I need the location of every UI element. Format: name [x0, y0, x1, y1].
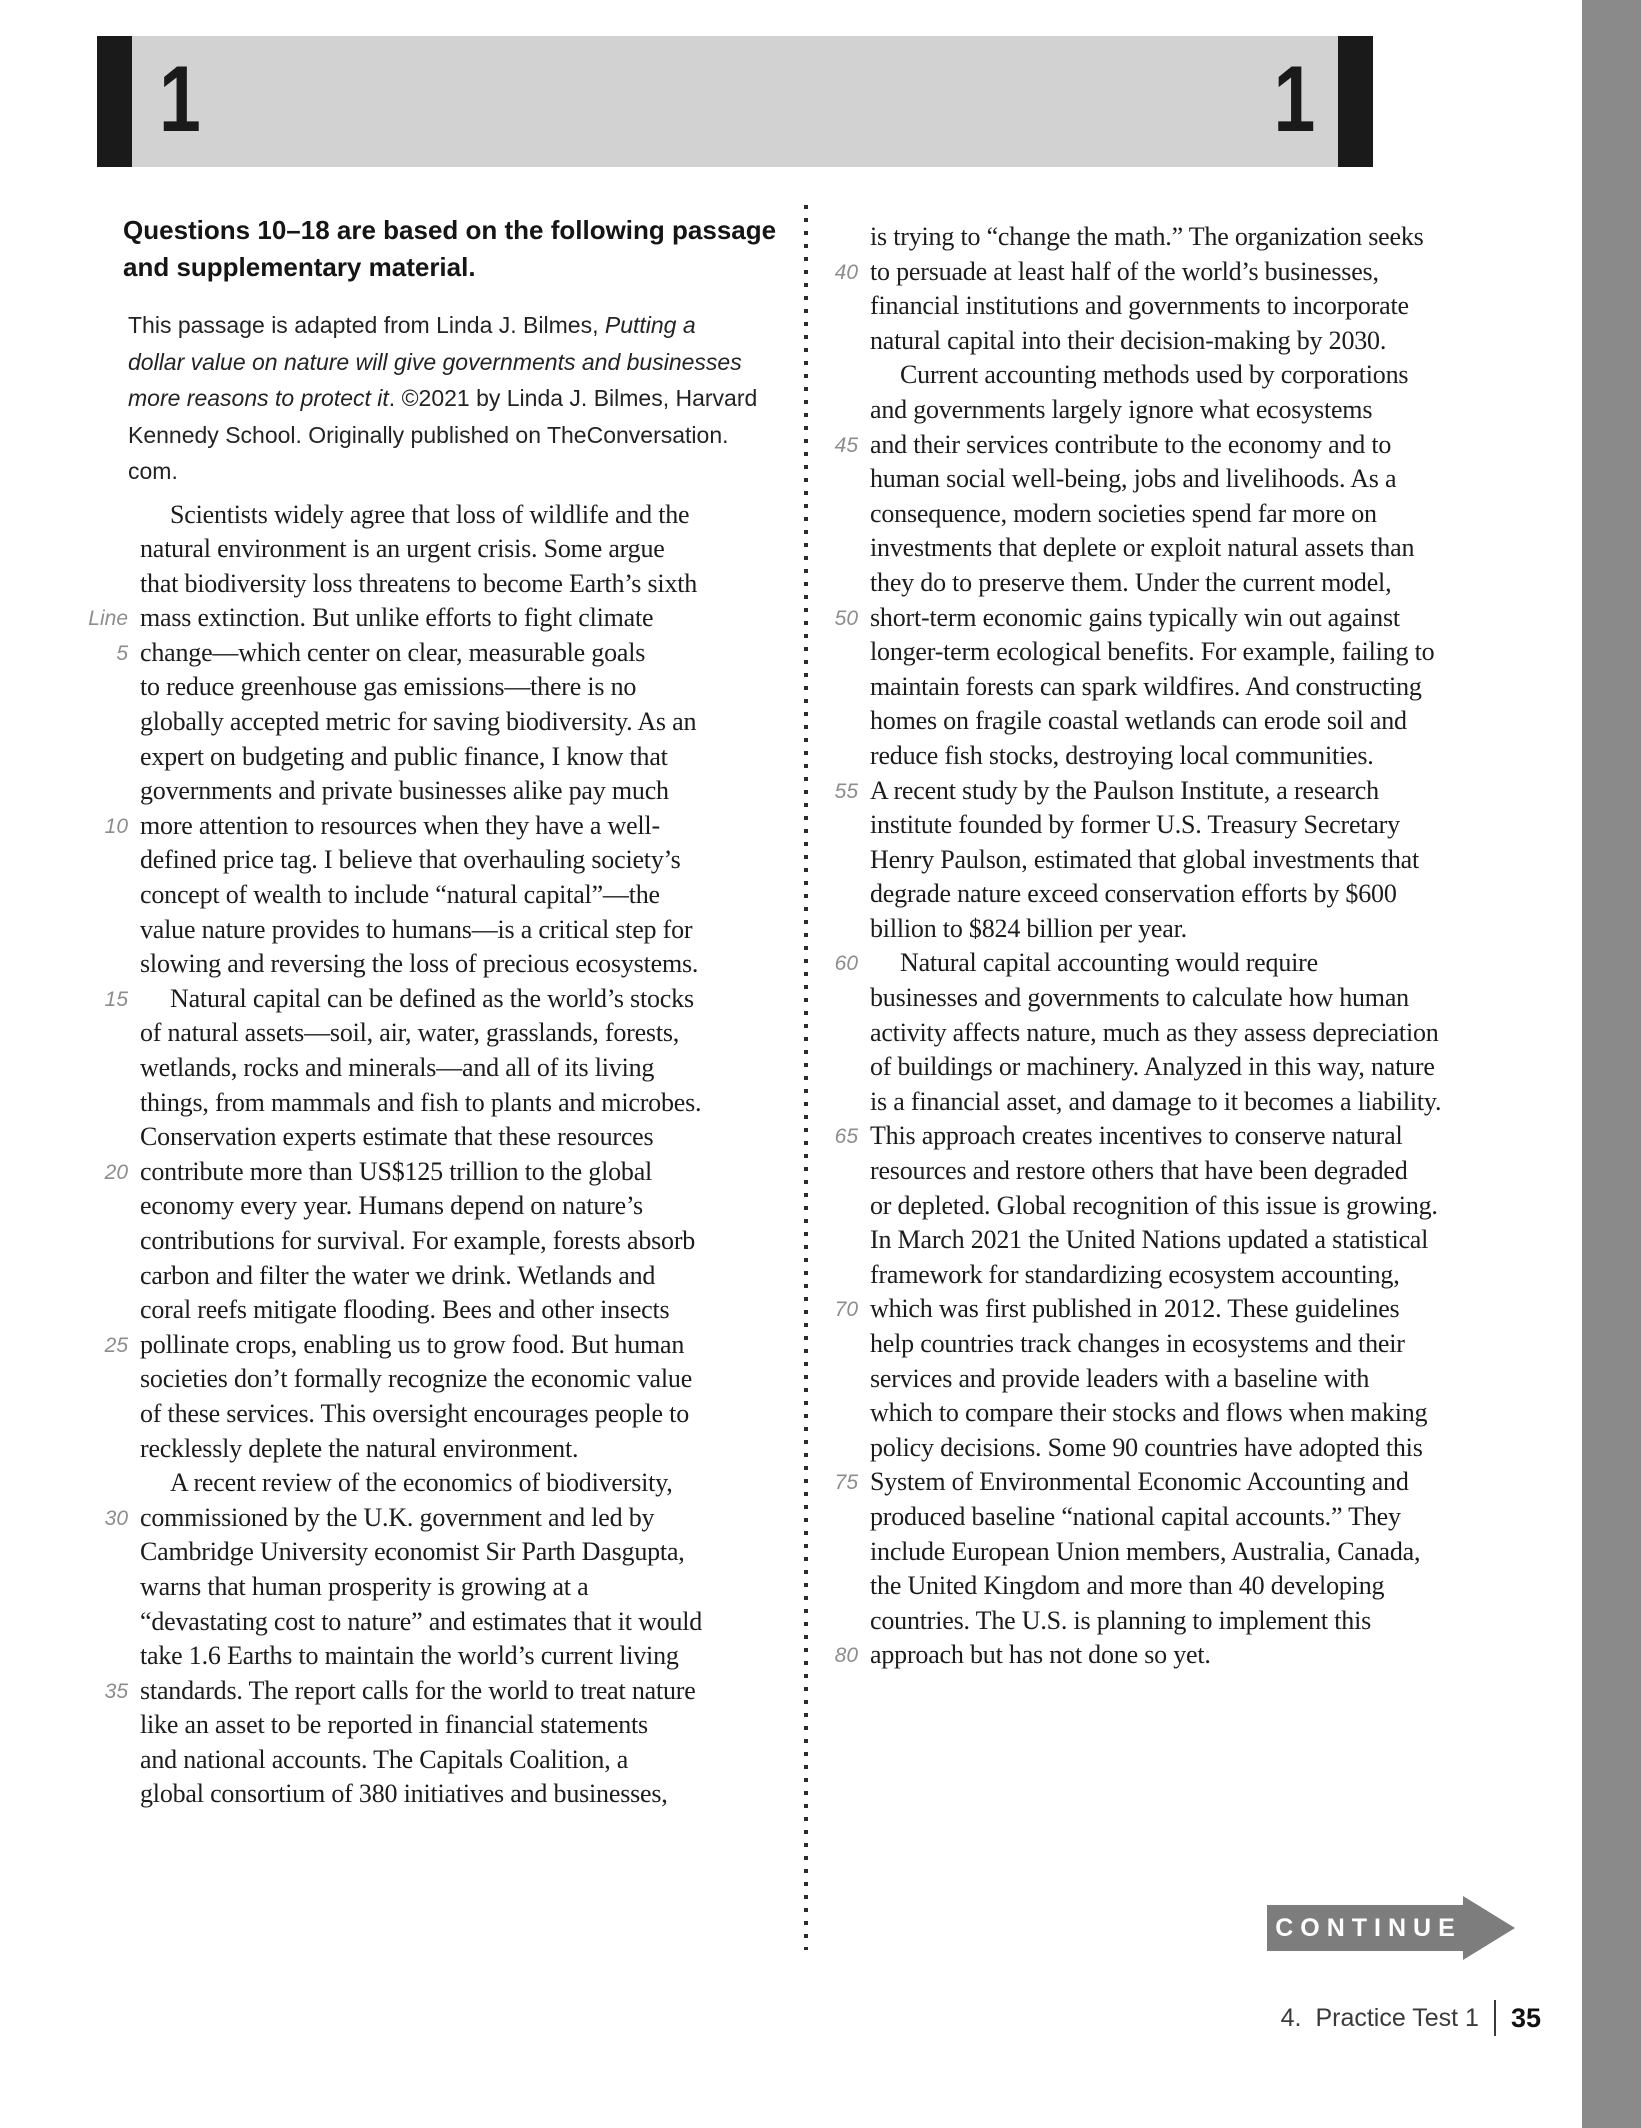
passage-line-text: activity affects nature, much as they assess depreciation: [870, 1017, 1439, 1047]
line-number: [790, 912, 858, 947]
passage-line-text: homes on fragile coastal wetlands can erode soil and: [870, 706, 1407, 736]
passage-line-text: the United Kingdom and more than 40 developing: [870, 1571, 1385, 1601]
line-number: [60, 498, 128, 533]
passage-line: [60, 1570, 800, 1605]
line-number: [60, 1120, 128, 1155]
line-number: [790, 1016, 858, 1051]
line-number: [790, 324, 858, 359]
passage-line: [60, 670, 800, 705]
directions-line: Questions 10–18 are based on the following passage: [123, 215, 777, 245]
line-number: [790, 358, 858, 393]
line-number: [790, 1535, 858, 1570]
line-number: [60, 1259, 128, 1294]
footer-divider-rule: [1494, 2000, 1496, 2036]
line-number: 15: [104, 987, 128, 1011]
line-number: 80: [834, 1644, 858, 1668]
passage-line-text: Conservation experts estimate that these resources: [140, 1122, 654, 1152]
passage-line-text: which was first published in 2012. These guidelines: [870, 1294, 1400, 1324]
passage-line: [60, 1051, 800, 1086]
passage-line-text: contribute more than US$125 trillion to the global: [140, 1156, 653, 1186]
passage-line-text: carbon and filter the water we drink. Wetlands and: [140, 1260, 656, 1290]
passage-line-text: warns that human prosperity is growing at a: [140, 1571, 589, 1601]
passage-line-text: and national accounts. The Capitals Coalition, a: [140, 1744, 629, 1774]
footer-page-number: 35: [1510, 2002, 1541, 2033]
passage-line: [790, 1396, 1590, 1431]
passage-line-text: economy every year. Humans depend on nature’s: [140, 1191, 643, 1221]
line-number: [60, 1708, 128, 1743]
line-number: 30: [104, 1506, 128, 1530]
line-number: [790, 1154, 858, 1189]
line-number: [60, 567, 128, 602]
passage-line: [790, 774, 1590, 809]
passage-line: [60, 1777, 800, 1812]
passage-line-text: In March 2021 the United Nations updated a statistical: [870, 1225, 1429, 1255]
line-number: [60, 1362, 128, 1397]
passage-line: [60, 878, 800, 913]
passage-line: [60, 1501, 800, 1536]
passage-line: [790, 1535, 1590, 1570]
passage-line: [790, 946, 1590, 981]
passage-line: [790, 428, 1590, 463]
passage-line-text: like an asset to be reported in financial statements: [140, 1710, 648, 1740]
attribution-line: com.: [128, 458, 178, 484]
passage-line-text: value nature provides to humans—is a critical step for: [140, 914, 693, 944]
line-number: [790, 981, 858, 1016]
passage-line-text: A recent study by the Paulson Institute, a research: [870, 775, 1379, 805]
line-number: [60, 705, 128, 740]
passage-line: [790, 1500, 1590, 1535]
passage-line-text: framework for standardizing ecosystem accounting,: [870, 1259, 1400, 1289]
passage-attribution: [128, 307, 768, 490]
passage-line: [790, 255, 1590, 290]
passage-line-text: Natural capital can be defined as the world’s stocks: [170, 983, 694, 1013]
continue-arrow-icon: [1463, 1896, 1515, 1960]
passage-line: [790, 1292, 1590, 1327]
passage-line-text: System of Environmental Economic Accounting and: [870, 1467, 1409, 1497]
passage-left: [60, 498, 800, 1813]
passage-line-text: longer-term ecological benefits. For example, failing to: [870, 637, 1435, 667]
passage-line: [790, 635, 1590, 670]
passage-line: [790, 877, 1590, 912]
line-number: 70: [834, 1298, 858, 1322]
line-number: [60, 1051, 128, 1086]
passage-line-text: or depleted. Global recognition of this issue is growing.: [870, 1190, 1438, 1220]
passage-line-text: Natural capital accounting would require: [900, 948, 1318, 978]
passage-line: [60, 774, 800, 809]
passage-line-text: include European Union members, Australia, Canada,: [870, 1536, 1421, 1566]
passage-line-text: commissioned by the U.K. government and led by: [140, 1502, 655, 1532]
passage-line: [60, 1155, 800, 1190]
line-number: [60, 1432, 128, 1467]
passage-line: [790, 358, 1590, 393]
passage-line: [60, 1535, 800, 1570]
passage-line-text: reduce fish stocks, destroying local communities.: [870, 740, 1374, 770]
passage-line: [790, 843, 1590, 878]
line-number: [60, 1189, 128, 1224]
passage-line: [60, 947, 800, 982]
passage-line-text: slowing and reversing the loss of precious ecosystems.: [140, 949, 699, 979]
passage-line-text: “devastating cost to nature” and estimates that it would: [140, 1606, 703, 1636]
header-right-bar: [1338, 36, 1373, 167]
passage-line-text: produced baseline “national capital accounts.” They: [870, 1501, 1401, 1531]
line-number: [60, 1570, 128, 1605]
line-number: 50: [834, 606, 858, 630]
passage-line-text: coral reefs mitigate flooding. Bees and other insects: [140, 1295, 670, 1325]
passage-line: [60, 1189, 800, 1224]
passage-line-text: change—which center on clear, measurable goals: [140, 637, 646, 667]
line-number: [60, 1605, 128, 1640]
passage-line-text: things, from mammals and fish to plants and microbes.: [140, 1087, 702, 1117]
section-header-band: [97, 36, 1373, 167]
line-number: [60, 1016, 128, 1051]
passage-line: [60, 1708, 800, 1743]
passage-line: [60, 1743, 800, 1778]
passage-line-text: of these services. This oversight encourages people to: [140, 1398, 689, 1428]
passage-line: [790, 1431, 1590, 1466]
passage-line-text: take 1.6 Earths to maintain the world’s current living: [140, 1641, 679, 1671]
continue-button-label: CONTINUE: [1275, 1913, 1462, 1942]
passage-line: [790, 531, 1590, 566]
passage-line: [60, 843, 800, 878]
passage-line-text: Scientists widely agree that loss of wildlife and the: [170, 499, 690, 529]
line-number: [790, 289, 858, 324]
passage-line: [60, 1016, 800, 1051]
passage-line-text: is a financial asset, and damage to it becomes a liability.: [870, 1086, 1442, 1116]
line-number: [790, 220, 858, 255]
line-number: [790, 462, 858, 497]
line-number: [790, 1050, 858, 1085]
passage-line-text: help countries track changes in ecosystems and their: [870, 1329, 1405, 1358]
passage-line: [60, 532, 800, 567]
passage-line-text: countries. The U.S. is planning to implement this: [870, 1605, 1372, 1635]
passage-line: [790, 566, 1590, 601]
line-number: [60, 774, 128, 809]
passage-line: [790, 1465, 1590, 1500]
line-number: [790, 877, 858, 912]
line-number: [790, 1362, 858, 1397]
passage-line: [790, 1154, 1590, 1189]
passage-line: [60, 740, 800, 775]
passage-line-text: pollinate crops, enabling us to grow food. But human: [140, 1329, 685, 1359]
passage-line: [790, 1362, 1590, 1397]
passage-line: [790, 497, 1590, 532]
directions-line: and supplementary material.: [123, 252, 476, 282]
line-number: [790, 670, 858, 705]
line-number: 75: [834, 1471, 858, 1495]
passage-line-text: degrade nature exceed conservation efforts by $600: [870, 879, 1397, 909]
passage-line-text: maintain forests can spark wildfires. And constructing: [870, 671, 1422, 701]
passage-line-text: contributions for survival. For example, forests absorb: [140, 1225, 696, 1255]
continue-button-body: [1267, 1905, 1463, 1951]
passage-line: [790, 289, 1590, 324]
line-number: [60, 1639, 128, 1674]
passage-line: [60, 1259, 800, 1294]
passage-line-text: more attention to resources when they have a well-: [140, 810, 660, 840]
line-number: [60, 843, 128, 878]
passage-right: [790, 220, 1590, 1673]
attribution-line: This passage is adapted from Linda J. Bilmes, Putting a: [128, 312, 696, 338]
attribution-line: more reasons to protect it. ©2021 by Linda J. Bilmes, Harvard: [128, 385, 758, 411]
header-left-bar: [97, 36, 132, 167]
passage-line: [60, 1639, 800, 1674]
footer-chapter-title: Practice Test 1: [1315, 2003, 1479, 2032]
passage-line-text: to persuade at least half of the world’s businesses,: [870, 256, 1379, 286]
line-number: [790, 843, 858, 878]
passage-line: [790, 1604, 1590, 1639]
passage-line: [60, 1674, 800, 1709]
passage-line-text: investments that deplete or exploit natural assets than: [870, 533, 1415, 563]
passage-line-text: approach but has not done so yet.: [870, 1640, 1211, 1670]
line-number: [60, 1777, 128, 1812]
passage-line-text: to reduce greenhouse gas emissions—there is no: [140, 672, 637, 702]
passage-line: [790, 462, 1590, 497]
passage-line-text: billion to $824 billion per year.: [870, 913, 1187, 943]
passage-line: [790, 1223, 1590, 1258]
line-number: [60, 740, 128, 775]
line-number: [60, 670, 128, 705]
section-number-left: 1: [159, 46, 201, 151]
line-number: [790, 704, 858, 739]
passage-line-text: global consortium of 380 initiatives and businesses,: [140, 1779, 668, 1809]
line-number: 25: [104, 1333, 128, 1357]
line-number: [790, 1085, 858, 1120]
passage-line: [790, 1050, 1590, 1085]
passage-line: [790, 704, 1590, 739]
line-number: [60, 1743, 128, 1778]
right-column: [790, 212, 1590, 1673]
line-number: [60, 1466, 128, 1501]
passage-line-text: wetlands, rocks and minerals—and all of its living: [140, 1053, 655, 1082]
passage-line: [790, 220, 1590, 255]
line-number: [790, 1258, 858, 1293]
passage-line: [790, 324, 1590, 359]
passage-line: [60, 982, 800, 1017]
passage-line: [790, 1085, 1590, 1120]
line-number: [60, 1086, 128, 1121]
passage-line-text: financial institutions and governments to incorporate: [870, 291, 1409, 321]
line-number: Line: [88, 607, 128, 631]
passage-line: [60, 1362, 800, 1397]
line-number: [60, 532, 128, 567]
passage-line-text: concept of wealth to include “natural capital”—the: [140, 880, 660, 910]
passage-line-text: they do to preserve them. Under the current model,: [870, 567, 1392, 597]
passage-line-text: Current accounting methods used by corporations: [900, 360, 1409, 390]
passage-line-text: and governments largely ignore what ecosystems: [870, 394, 1373, 424]
passage-line-text: societies don’t formally recognize the economic value: [140, 1364, 693, 1394]
passage-line: [790, 670, 1590, 705]
passage-line: [60, 1605, 800, 1640]
passage-line-text: of buildings or machinery. Analyzed in this way, nature: [870, 1052, 1435, 1082]
passage-line: [790, 808, 1590, 843]
passage-line-text: mass extinction. But unlike efforts to fight climate: [140, 603, 654, 633]
passage-line: [60, 809, 800, 844]
line-number: [790, 635, 858, 670]
attribution-line: dollar value on nature will give governments and businesses: [128, 348, 742, 375]
line-number: 40: [834, 260, 858, 284]
passage-line: [790, 1327, 1590, 1362]
passage-line: [60, 705, 800, 740]
footer-chapter-number: 4.: [1280, 2003, 1302, 2032]
line-number: [790, 1396, 858, 1431]
continue-button[interactable]: [1267, 1896, 1515, 1960]
line-number: [790, 497, 858, 532]
passage-line-text: standards. The report calls for the world to treat nature: [140, 1675, 696, 1705]
line-number: 20: [104, 1160, 128, 1184]
line-number: [790, 566, 858, 601]
passage-line-text: services and provide leaders with a baseline with: [870, 1363, 1370, 1393]
line-number: 65: [834, 1125, 858, 1149]
passage-line: [790, 739, 1590, 774]
line-number: 10: [104, 814, 128, 838]
passage-line-text: defined price tag. I believe that overhauling society’s: [140, 845, 681, 875]
passage-line: [790, 1638, 1590, 1673]
passage-line-text: policy decisions. Some 90 countries have adopted this: [870, 1432, 1423, 1462]
line-number: 60: [834, 952, 858, 976]
passage-line-text: human social well-being, jobs and livelihoods. As a: [870, 464, 1397, 494]
passage-line: [790, 1189, 1590, 1224]
passage-line-text: Cambridge University economist Sir Parth Dasgupta,: [140, 1537, 685, 1567]
passage-line-text: resources and restore others that have been degraded: [870, 1156, 1408, 1186]
passage-line: [60, 601, 800, 636]
page-footer: [1281, 2000, 1541, 2036]
passage-line: [60, 913, 800, 948]
passage-line: [790, 981, 1590, 1016]
line-number: 45: [834, 433, 858, 457]
passage-line: [60, 636, 800, 671]
passage-line: [60, 1328, 800, 1363]
passage-line-text: globally accepted metric for saving biodiversity. As an: [140, 707, 697, 737]
passage-line-text: that biodiversity loss threatens to become Earth’s sixth: [140, 568, 698, 598]
line-number: [60, 1293, 128, 1328]
line-number: [60, 878, 128, 913]
passage-line: [790, 393, 1590, 428]
passage-line-text: natural capital into their decision-making by 2030.: [870, 325, 1387, 355]
line-number: [60, 913, 128, 948]
passage-line: [60, 1086, 800, 1121]
line-number: [790, 1327, 858, 1362]
passage-line: [790, 1258, 1590, 1293]
line-number: [60, 1535, 128, 1570]
passage-line: [60, 1293, 800, 1328]
passage-line-text: and their services contribute to the economy and to: [870, 429, 1392, 459]
passage-line: [60, 498, 800, 533]
line-number: [790, 739, 858, 774]
question-directions: [123, 212, 823, 286]
passage-line-text: expert on budgeting and public finance, I know that: [140, 741, 668, 771]
line-number: [790, 1604, 858, 1639]
passage-line: [60, 1397, 800, 1432]
passage-line: [790, 1119, 1590, 1154]
passage-line-text: is trying to “change the math.” The organization seeks: [870, 222, 1424, 251]
line-number: 35: [104, 1679, 128, 1703]
passage-line: [60, 1120, 800, 1155]
passage-line: [790, 912, 1590, 947]
line-number: [790, 1431, 858, 1466]
passage-line-text: short-term economic gains typically win out against: [870, 602, 1400, 632]
page-edge-strip: [1582, 0, 1641, 2128]
line-number: [60, 947, 128, 982]
passage-line: [60, 567, 800, 602]
passage-line-text: institute founded by former U.S. Treasury Secretary: [870, 810, 1400, 840]
line-number: [790, 808, 858, 843]
passage-line-text: This approach creates incentives to conserve natural: [870, 1121, 1403, 1151]
passage-line-text: A recent review of the economics of biodiversity,: [170, 1468, 673, 1498]
passage-line: [790, 1016, 1590, 1051]
passage-line: [790, 1569, 1590, 1604]
passage-line-text: businesses and governments to calculate how human: [870, 983, 1409, 1013]
line-number: 55: [834, 779, 858, 803]
line-number: [790, 1500, 858, 1535]
line-number: [790, 1189, 858, 1224]
line-number: [60, 1397, 128, 1432]
passage-line: [790, 601, 1590, 636]
passage-line: [60, 1224, 800, 1259]
passage-line-text: consequence, modern societies spend far more on: [870, 498, 1377, 528]
passage-line-text: recklessly deplete the natural environment.: [140, 1433, 579, 1463]
line-number: 5: [116, 641, 128, 665]
passage-line-text: Henry Paulson, estimated that global investments that: [870, 844, 1420, 874]
passage-line-text: natural environment is an urgent crisis. Some argue: [140, 534, 665, 564]
section-number-right: 1: [1273, 46, 1315, 151]
line-number: [790, 393, 858, 428]
passage-line-text: which to compare their stocks and flows when making: [870, 1398, 1428, 1428]
passage-line-text: of natural assets—soil, air, water, grasslands, forests,: [140, 1018, 680, 1048]
attribution-line: Kennedy School. Originally published on TheConversation.: [128, 421, 729, 448]
line-number: [790, 1223, 858, 1258]
passage-line: [60, 1466, 800, 1501]
line-number: [60, 1224, 128, 1259]
passage-line-text: governments and private businesses alike pay much: [140, 776, 669, 806]
passage-line: [60, 1432, 800, 1467]
line-number: [790, 531, 858, 566]
line-number: [790, 1569, 858, 1604]
left-column: [60, 212, 800, 1812]
